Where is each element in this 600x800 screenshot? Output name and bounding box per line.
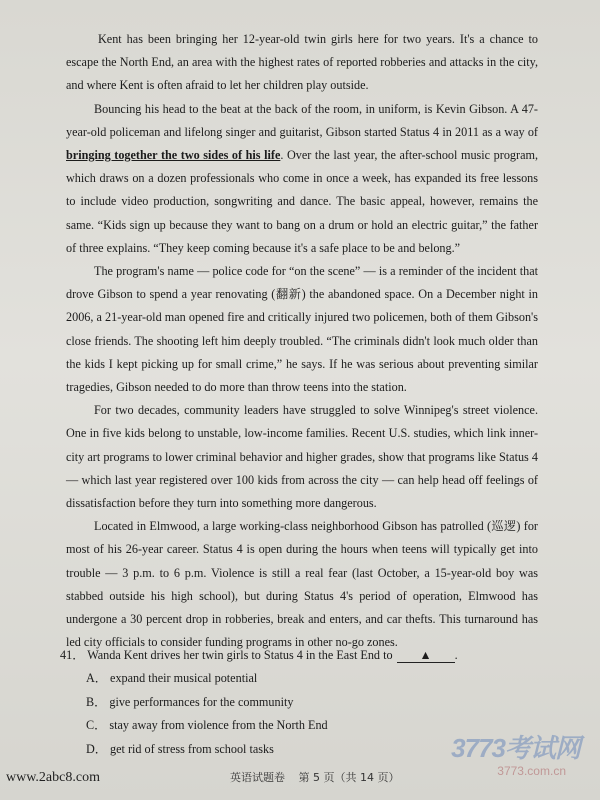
paragraph-2-text-a: Bouncing his head to the beat at the back of the room, in uniform, is Kevin Gibson. A 47-year-old policeman and lifelong singer and guitarist, Gibson started Status 4 in 2011 as a way of <box>66 101 538 139</box>
exam-name: 英语试题卷 <box>230 771 285 784</box>
option-a: A． expand their musical potential <box>86 671 258 686</box>
paragraph-2 <box>66 98 538 260</box>
watermark-url: 3773.com.cn <box>497 764 566 778</box>
paragraph-5: Located in Elmwood, a large working-class neighborhood Gibson has patrolled (巡逻) for most of his 26-year career. Status 4 is open during the hours when teens will typically get into trouble — 3 p.m. to 6 p.m. Violence is still a real fear (last October, a 15-year-old boy was stabbed outside his high school), but during Status 4's period of operation, Elmwood has undergone a 30 percent drop in robberies, break and enters, and car thefts. This turnaround has led city officials to consider funding programs in other no-go zones. <box>66 519 538 650</box>
footer-page-info <box>230 769 409 785</box>
option-b: B． give performances for the community <box>86 694 294 709</box>
paragraph-1: Kent has been bringing her 12-year-old twin girls here for two years. It's a chance to escape the North End, an area with the highest rates of reported robberies and attacks in the city, and where Kent is often afraid to let her children play outside. <box>66 32 538 93</box>
site-url-left: www.2abc8.com <box>6 770 100 785</box>
underlined-phrase: bringing together the two sides of his life <box>66 148 281 163</box>
blank-triangle-icon: ▲ <box>419 648 432 662</box>
option-d: D． get rid of stress from school tasks <box>86 741 274 756</box>
paragraph-3: The program's name — police code for “on the scene” — is a reminder of the incident that drove Gibson to spend a year renovating (翻新) the abandoned space. On a December night in 2006, a 21-year-old man opened fire and critically injured two policemen, both of them Gibson's close friends. The shooting left him deeply troubled. “The criminals didn't look much older than the kids I kept picking up for small crime,” he says. If he was serious about preventing similar tragedies, Gibson needed to do more than throw teens into the station. <box>66 264 538 395</box>
question-stem <box>60 644 540 667</box>
page-number: 第 5 页（共 14 页） <box>298 771 400 784</box>
question-stem-text: 41． Wanda Kent drives her twin girls to Status 4 in the East End to <box>60 648 393 662</box>
watermark-logo: 3773考试网 <box>451 733 580 763</box>
question-end-mark: . <box>454 648 458 662</box>
option-c: C． stay away from violence from the North End <box>86 718 328 733</box>
reading-passage <box>66 28 538 654</box>
watermark <box>430 728 580 792</box>
paragraph-4: For two decades, community leaders have struggled to solve Winnipeg's street violence. One in five kids belong to unstable, low-income families. Recent U.S. studies, which link inner-city art programs to lower criminal behavior and higher grades, show that programs like Status 4 — which last year registered over 100 kids from across the city — can help head off feelings of dissatisfaction before they turn into something more dangerous. <box>66 403 538 511</box>
paragraph-2-text-b: . Over the last year, the after-school music program, which draws on a dozen professionals who come in once a week, has expanded its free lessons to include video production, songwriting and dance. The basic appeal, however, remains the same. “Kids sign up because they want to bang on a drum or hold an electric guitar,” the father of three explains. “They keep coming because it's a safe place to be and belong.” <box>66 148 539 255</box>
answer-blank <box>397 648 455 663</box>
